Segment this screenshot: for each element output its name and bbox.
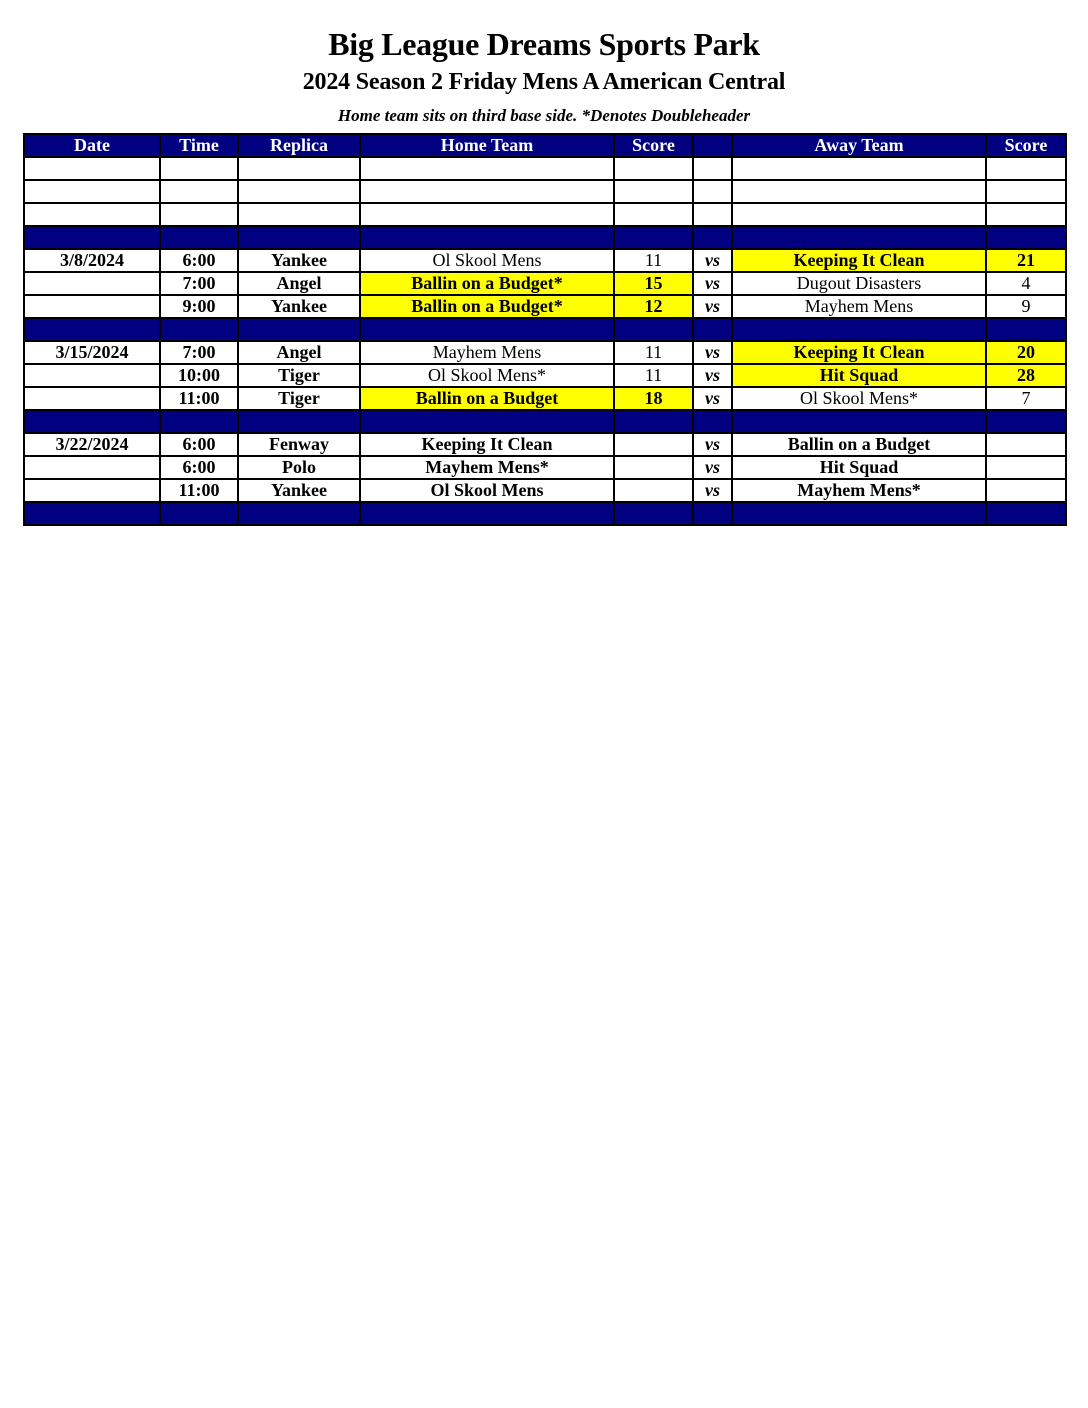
home-score-cell: 15 — [614, 272, 693, 295]
date-cell — [24, 387, 160, 410]
home-team-cell: Ballin on a Budget* — [360, 272, 614, 295]
blank-cell — [238, 203, 360, 226]
game-row — [24, 341, 1066, 364]
blank-cell — [614, 203, 693, 226]
home-team-cell: Ol Skool Mens — [360, 479, 614, 502]
away-score-cell — [986, 456, 1066, 479]
col-header-home-team: Home Team — [360, 134, 614, 157]
blank-cell — [24, 180, 160, 203]
blank-cell — [360, 180, 614, 203]
blank-cell — [238, 180, 360, 203]
time-cell: 9:00 — [160, 295, 238, 318]
separator-cell — [986, 502, 1066, 525]
schedule-body — [24, 157, 1066, 525]
separator-cell — [693, 318, 732, 341]
separator-cell — [732, 410, 986, 433]
blank-cell — [160, 157, 238, 180]
date-cell — [24, 364, 160, 387]
vs-cell: vs — [693, 364, 732, 387]
blank-cell — [614, 157, 693, 180]
vs-cell: vs — [693, 295, 732, 318]
home-team-cell: Mayhem Mens* — [360, 456, 614, 479]
separator-cell — [238, 318, 360, 341]
home-score-cell: 11 — [614, 364, 693, 387]
separator-cell — [160, 502, 238, 525]
separator-cell — [614, 502, 693, 525]
home-team-cell: Ol Skool Mens — [360, 249, 614, 272]
away-score-cell: 7 — [986, 387, 1066, 410]
away-score-cell: 4 — [986, 272, 1066, 295]
away-team-cell: Ol Skool Mens* — [732, 387, 986, 410]
blank-row — [24, 157, 1066, 180]
separator-cell — [360, 226, 614, 249]
game-row — [24, 364, 1066, 387]
separator-row — [24, 410, 1066, 433]
separator-cell — [732, 318, 986, 341]
home-score-cell: 11 — [614, 249, 693, 272]
time-cell: 10:00 — [160, 364, 238, 387]
separator-cell — [693, 410, 732, 433]
home-team-cell: Ol Skool Mens* — [360, 364, 614, 387]
separator-cell — [238, 502, 360, 525]
blank-cell — [160, 203, 238, 226]
date-cell: 3/22/2024 — [24, 433, 160, 456]
vs-cell: vs — [693, 479, 732, 502]
separator-cell — [614, 318, 693, 341]
blank-row — [24, 203, 1066, 226]
separator-cell — [360, 410, 614, 433]
blank-cell — [986, 157, 1066, 180]
away-team-cell: Mayhem Mens — [732, 295, 986, 318]
blank-cell — [160, 180, 238, 203]
separator-cell — [24, 226, 160, 249]
away-score-cell: 9 — [986, 295, 1066, 318]
col-header-vs — [693, 134, 732, 157]
separator-cell — [360, 318, 614, 341]
vs-cell: vs — [693, 433, 732, 456]
time-cell: 6:00 — [160, 456, 238, 479]
separator-cell — [160, 226, 238, 249]
col-header-date: Date — [24, 134, 160, 157]
replica-cell: Yankee — [238, 479, 360, 502]
separator-cell — [986, 318, 1066, 341]
away-score-cell: 21 — [986, 249, 1066, 272]
separator-cell — [24, 410, 160, 433]
col-header-time: Time — [160, 134, 238, 157]
separator-cell — [693, 502, 732, 525]
separator-cell — [614, 410, 693, 433]
time-cell: 11:00 — [160, 479, 238, 502]
blank-cell — [732, 157, 986, 180]
date-cell — [24, 295, 160, 318]
home-score-cell — [614, 456, 693, 479]
separator-row — [24, 502, 1066, 525]
away-score-cell: 20 — [986, 341, 1066, 364]
away-score-cell — [986, 433, 1066, 456]
blank-cell — [732, 203, 986, 226]
away-team-cell: Ballin on a Budget — [732, 433, 986, 456]
page-subtitle: 2024 Season 2 Friday Mens A American Central — [302, 69, 786, 95]
away-team-cell: Hit Squad — [732, 456, 986, 479]
game-row — [24, 249, 1066, 272]
date-cell — [24, 272, 160, 295]
blank-cell — [614, 180, 693, 203]
page-note: Home team sits on third base side. *Denotes Doubleheader — [337, 106, 751, 125]
blank-cell — [693, 203, 732, 226]
blank-row — [24, 180, 1066, 203]
away-score-cell — [986, 479, 1066, 502]
schedule-table — [23, 133, 1067, 526]
separator-cell — [986, 410, 1066, 433]
blank-cell — [732, 180, 986, 203]
separator-cell — [360, 502, 614, 525]
replica-cell: Angel — [238, 272, 360, 295]
time-cell: 11:00 — [160, 387, 238, 410]
blank-cell — [360, 157, 614, 180]
away-team-cell: Dugout Disasters — [732, 272, 986, 295]
separator-cell — [614, 226, 693, 249]
home-score-cell: 11 — [614, 341, 693, 364]
away-team-cell: Hit Squad — [732, 364, 986, 387]
replica-cell: Tiger — [238, 364, 360, 387]
date-cell: 3/8/2024 — [24, 249, 160, 272]
time-cell: 6:00 — [160, 249, 238, 272]
time-cell: 7:00 — [160, 341, 238, 364]
game-row — [24, 479, 1066, 502]
home-team-cell: Ballin on a Budget — [360, 387, 614, 410]
blank-cell — [986, 203, 1066, 226]
vs-cell: vs — [693, 272, 732, 295]
separator-cell — [160, 410, 238, 433]
away-score-cell: 28 — [986, 364, 1066, 387]
game-row — [24, 387, 1066, 410]
col-header-away-score: Score — [986, 134, 1066, 157]
blank-cell — [693, 157, 732, 180]
col-header-away-team: Away Team — [732, 134, 986, 157]
separator-cell — [24, 318, 160, 341]
separator-cell — [24, 502, 160, 525]
page-title: Big League Dreams Sports Park — [328, 26, 760, 62]
vs-cell: vs — [693, 456, 732, 479]
home-score-cell — [614, 433, 693, 456]
header-row — [24, 134, 1066, 157]
vs-cell: vs — [693, 387, 732, 410]
separator-row — [24, 226, 1066, 249]
home-team-cell: Keeping It Clean — [360, 433, 614, 456]
blank-cell — [360, 203, 614, 226]
game-row — [24, 456, 1066, 479]
time-cell: 6:00 — [160, 433, 238, 456]
blank-cell — [986, 180, 1066, 203]
blank-cell — [24, 157, 160, 180]
separator-row — [24, 318, 1066, 341]
vs-cell: vs — [693, 341, 732, 364]
replica-cell: Angel — [238, 341, 360, 364]
blank-cell — [238, 157, 360, 180]
separator-cell — [732, 502, 986, 525]
replica-cell: Polo — [238, 456, 360, 479]
separator-cell — [693, 226, 732, 249]
replica-cell: Yankee — [238, 249, 360, 272]
blank-cell — [24, 203, 160, 226]
date-cell — [24, 456, 160, 479]
replica-cell: Tiger — [238, 387, 360, 410]
separator-cell — [732, 226, 986, 249]
time-cell: 7:00 — [160, 272, 238, 295]
separator-cell — [160, 318, 238, 341]
home-score-cell: 18 — [614, 387, 693, 410]
date-cell: 3/15/2024 — [24, 341, 160, 364]
separator-cell — [986, 226, 1066, 249]
separator-cell — [238, 226, 360, 249]
separator-cell — [238, 410, 360, 433]
col-header-home-score: Score — [614, 134, 693, 157]
col-header-replica: Replica — [238, 134, 360, 157]
replica-cell: Yankee — [238, 295, 360, 318]
away-team-cell: Mayhem Mens* — [732, 479, 986, 502]
home-score-cell: 12 — [614, 295, 693, 318]
blank-cell — [693, 180, 732, 203]
game-row — [24, 272, 1066, 295]
vs-cell: vs — [693, 249, 732, 272]
away-team-cell: Keeping It Clean — [732, 341, 986, 364]
game-row — [24, 295, 1066, 318]
home-team-cell: Ballin on a Budget* — [360, 295, 614, 318]
away-team-cell: Keeping It Clean — [732, 249, 986, 272]
date-cell — [24, 479, 160, 502]
replica-cell: Fenway — [238, 433, 360, 456]
home-score-cell — [614, 479, 693, 502]
game-row — [24, 433, 1066, 456]
home-team-cell: Mayhem Mens — [360, 341, 614, 364]
